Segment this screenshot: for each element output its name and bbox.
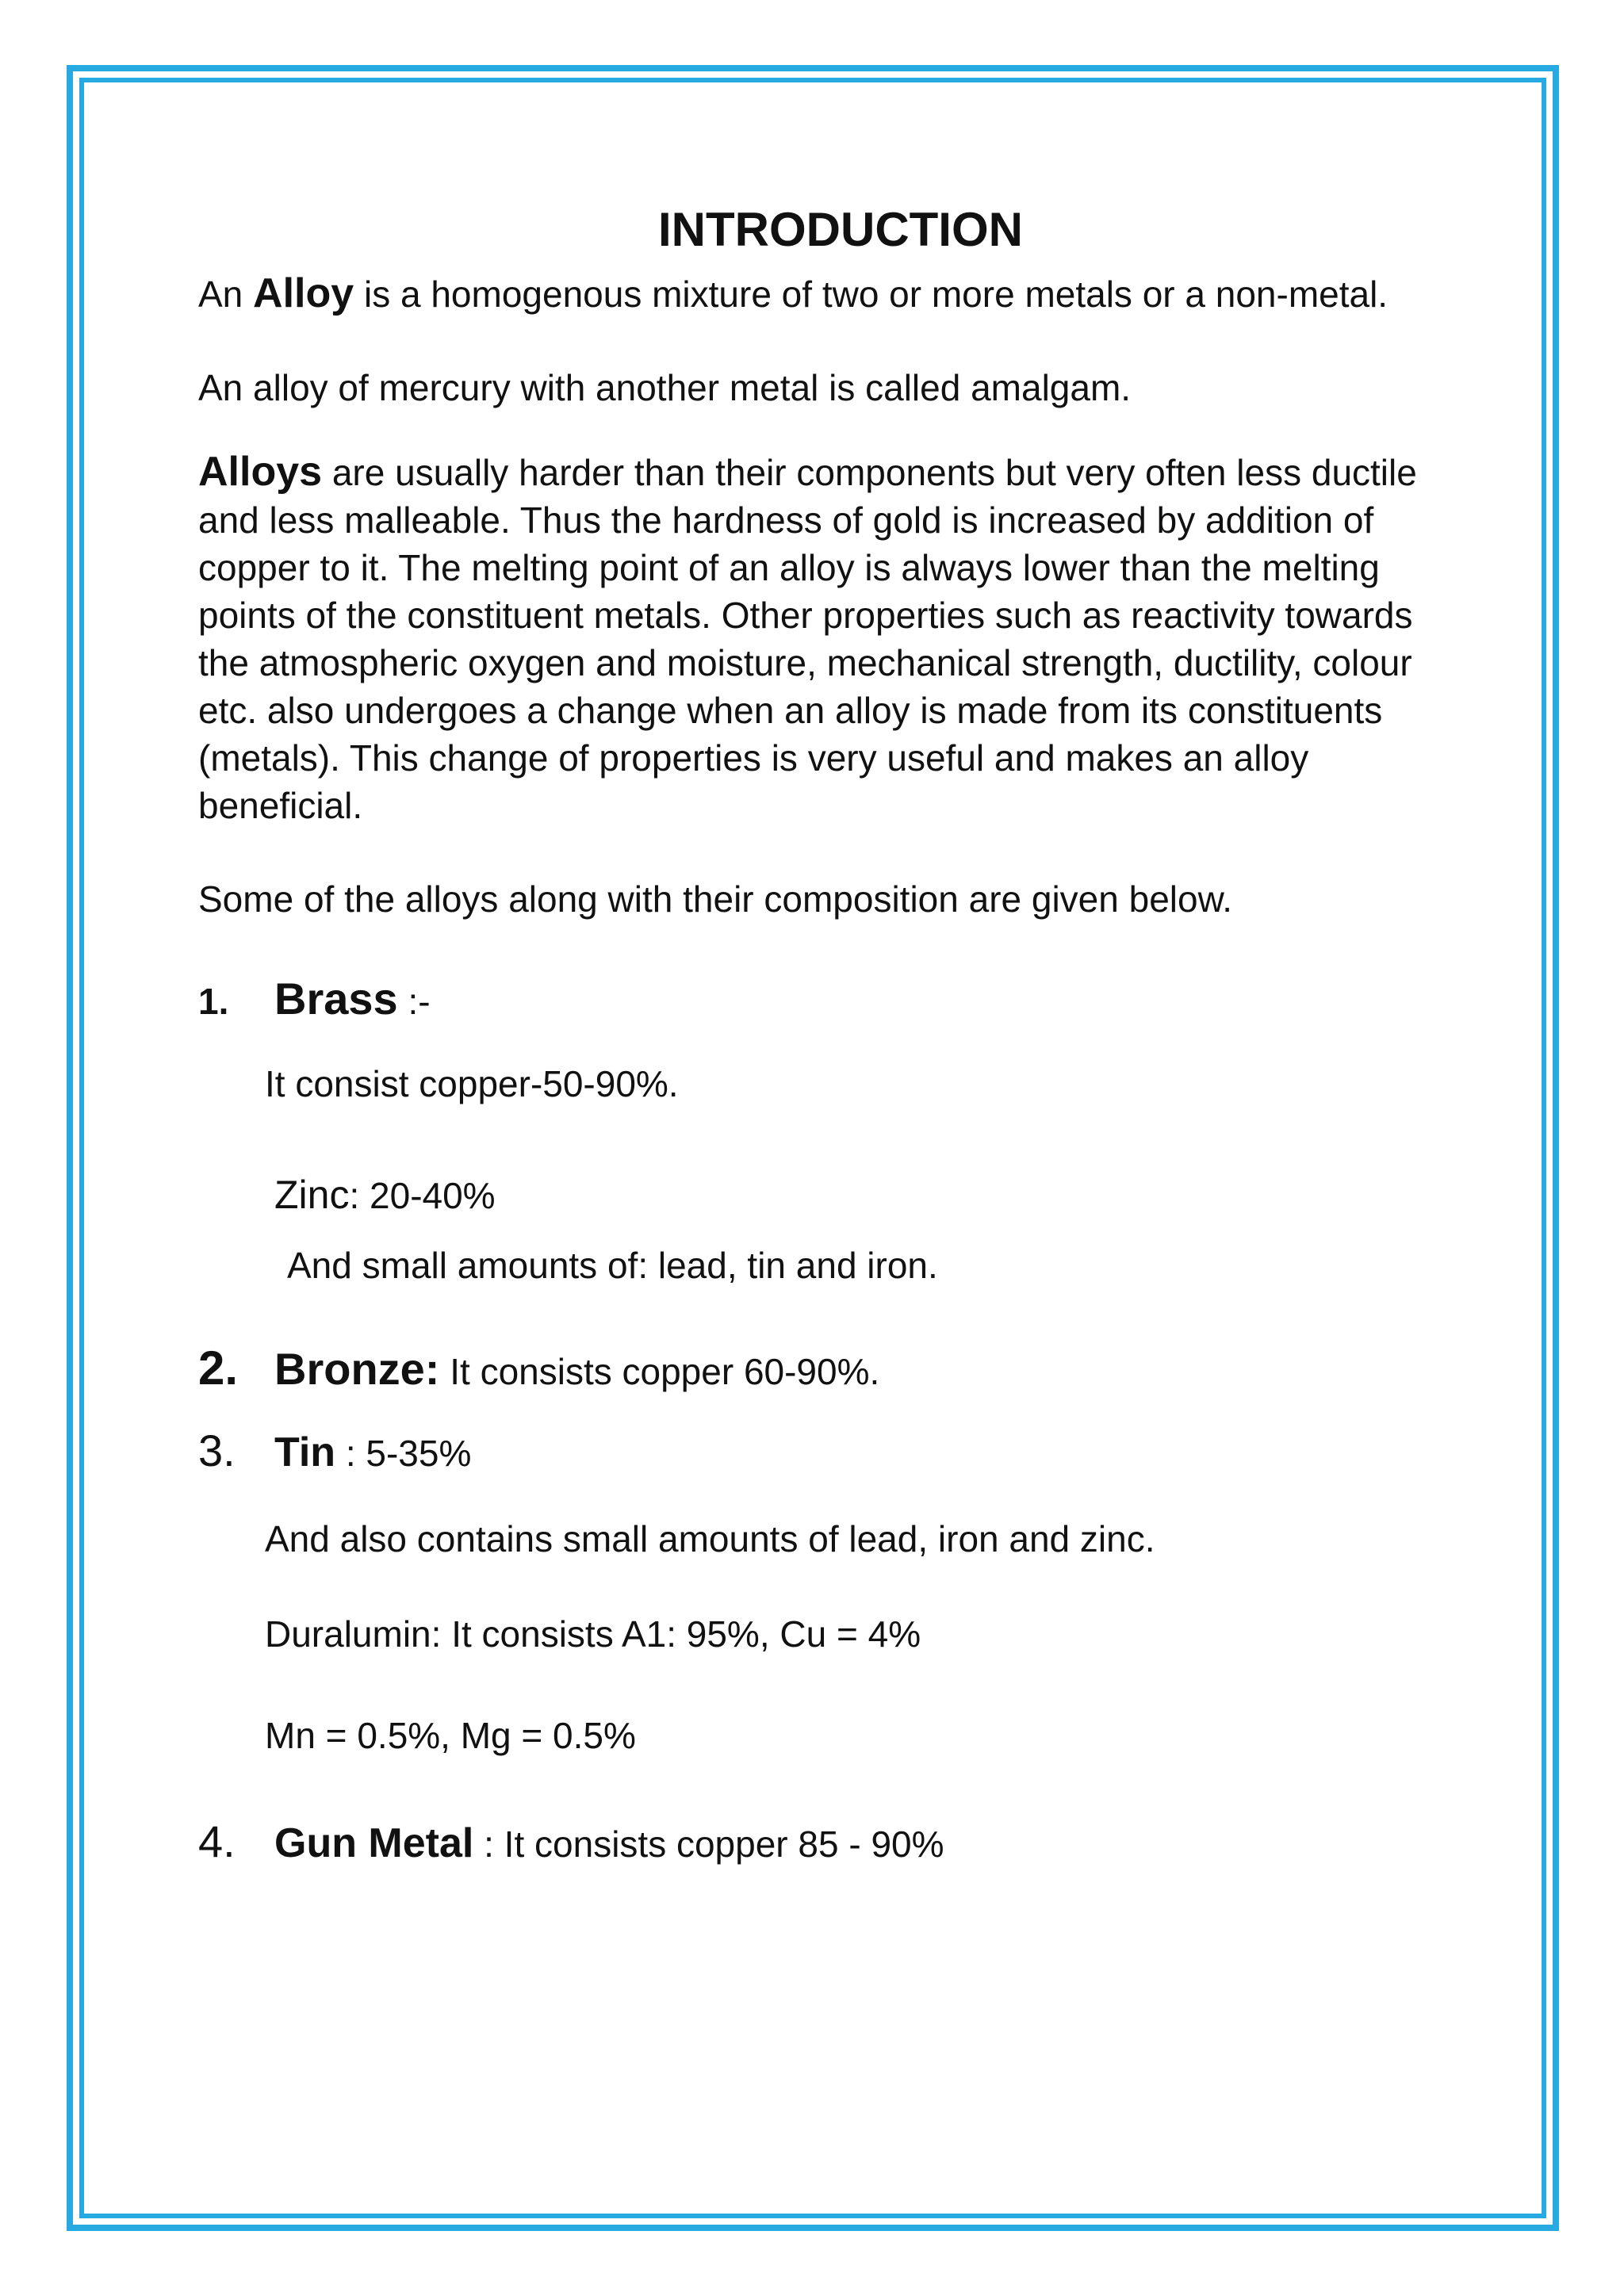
brass-zinc-line: Zinc: 20-40% [274,1173,496,1217]
list-item-bronze: 2. Bronze: It consists copper 60-90%. [198,1341,880,1395]
intro-paragraph-amalgam: An alloy of mercury with another metal is called amalgam. [198,367,1132,408]
list-item-gun-metal: 4. Gun Metal : It consists copper 85 - 90% [198,1816,944,1866]
intro-paragraph-alloy: An Alloy is a homogenous mixture of two or more metals or a non-metal. [198,270,1388,316]
list-item-brass: 1. Brass :- [198,974,431,1024]
alloy-name-bronze: Bronze: [274,1344,440,1394]
brass-small-amounts-line: And small amounts of: lead, tin and iron. [287,1245,938,1286]
alloy-name-tin: Tin [274,1429,336,1475]
brass-copper-line: It consist copper-50-90%. [265,1063,679,1104]
list-item-tin: 3. Tin : 5-35% [198,1425,472,1475]
duralumin-line: Duralumin: It consists A1: 95%, Cu = 4% [265,1613,921,1655]
list-number: 2. [198,1341,239,1395]
term-alloys: Alloys [198,449,323,495]
duralumin-mn-mg-line: Mn = 0.5%, Mg = 0.5% [265,1715,636,1756]
term-alloy: Alloy [253,270,354,316]
list-number: 1. [198,981,229,1022]
intro-paragraph-list-lead: Some of the alloys along with their composition are given below. [198,878,1233,920]
alloy-name-gun-metal: Gun Metal [274,1820,474,1866]
tin-small-amounts-line: And also contains small amounts of lead, iron and zinc. [265,1518,1155,1559]
list-number: 3. [198,1425,236,1475]
alloy-name-brass: Brass [274,974,398,1024]
document-body [198,198,1435,1868]
intro-paragraph-properties: Alloys are usually harder than their components but very often less ductile and less malleable. Thus the hardness of gold is increased by addition of copper to it. The melting point of an alloy is always lower than the melting points of the constituent metals. Other properties such as reactivity towards the atmospheric oxygen and moisture, mechanical strength, ductility, colour etc. also undergoes a change when an alloy is made from its constituents (metals). This change of properties is very useful and makes an alloy beneficial. [198,449,1417,826]
list-number: 4. [198,1816,236,1866]
page-title: INTRODUCTION [658,203,1023,256]
